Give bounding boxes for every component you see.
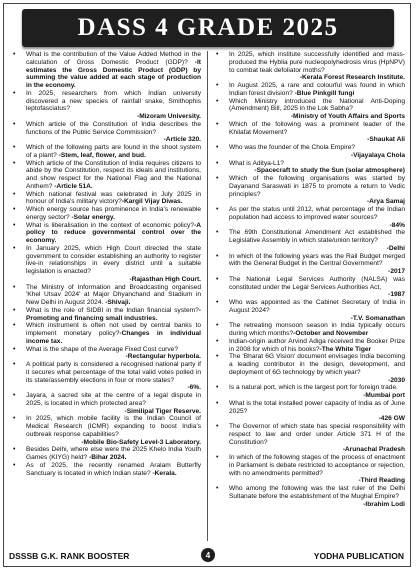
question-item	[214, 121, 405, 144]
answer-text: -Solar energy.	[71, 213, 115, 221]
answer-text: -Vijayalaya Chola	[350, 151, 405, 159]
question-text: Which article of the Constitution of India requires citizens to abide by the Constitution, respect its ideals and institutions, and show respect for the National Flag and the National Anthem?	[26, 159, 201, 190]
question-text: What is the shape of the Average Fixed Cost curve?	[26, 345, 178, 353]
answer-text: -2030	[388, 376, 405, 384]
question-item	[11, 446, 201, 462]
question-text: In 2025, researchers from which Indian university discovered a new species of rainfall snake, Smithophis leptofasciatus?	[26, 89, 201, 113]
answer-text: -A policy to reduce governmental control over the economy.	[26, 221, 201, 244]
answer-text: -Arunachal Pradesh	[342, 446, 405, 454]
answer-text: -6%.	[187, 384, 201, 392]
question-item	[214, 51, 405, 82]
page-title-banner	[22, 9, 394, 47]
footer-book-title: DSSSB G.K. RANK BOOSTER	[9, 551, 130, 561]
right-question-list	[214, 51, 405, 508]
question-text: In 2025, which mobile facility is the Indian Council of Medical Research (ICMR) expanding to boost India's outbreak response capabilities?	[26, 415, 201, 438]
answer-text: -Delhi	[386, 244, 405, 252]
question-item	[214, 338, 405, 354]
question-text: What is the contribution of the Value Added Method in the calculation of Gross Domestic Product (GDP)?	[26, 51, 201, 66]
question-text: What is the role of SIDBI in the Indian financial system?	[26, 306, 199, 314]
question-text: A political party is considered a recognised national party if it secures what percentage of the total valid votes polled in its state/assembly elections in four or more states?	[26, 361, 201, 384]
answer-text: -Kerala.	[152, 469, 177, 477]
question-text: Besides Delhi, where else were the 2025 Khelo India Youth Games (KIYG) held?	[26, 446, 201, 461]
question-item	[11, 245, 201, 284]
question-text: Indian-origin author Arvind Adiga received the Booker Prize in 2008 for which of his books?	[229, 337, 405, 353]
answer-text: -Similipal Tiger Reserve.	[124, 407, 201, 415]
question-item	[11, 307, 201, 323]
question-text: Who was appointed as the Cabinet Secretary of India in August 2024?	[229, 299, 405, 314]
question-item	[11, 222, 201, 245]
page-title: DASS 4 GRADE 2025	[77, 14, 339, 41]
answer-text: -Rajasthan High Court.	[129, 275, 201, 283]
answer-text: -Ministry of Youth Affairs and Sports	[290, 113, 405, 120]
question-item	[214, 160, 405, 176]
question-text: Who among the following was the last ruler of the Delhi Sultanate before the establishment of the Mughal Empire?	[229, 485, 405, 500]
question-item	[11, 462, 201, 478]
question-item	[214, 206, 405, 229]
question-item	[11, 206, 201, 222]
question-text: What is Aditya-L1?	[229, 159, 284, 167]
answer-text: -Changes in individual income tax.	[26, 330, 201, 345]
question-text: Which instrument is often not used by central banks to implement monetary policy?	[26, 322, 201, 337]
question-text: In 2025, which institute successfully identified and mass-produced the Hyblia pure nucleopolyhedrosis virus (HpNPV) to combat teak defoliator moths?	[229, 51, 405, 74]
answer-text: -Third Reading	[358, 477, 405, 485]
answer-text: -Rectangular hyperbola.	[125, 353, 201, 361]
question-text: Which of the following parts are found in the shoot system of a plant?	[26, 144, 201, 159]
question-text: In January 2025, which High Court directed the state government to consider establishing an authority to register live-in relationships in every district until a suitable legislation is enacted?	[26, 244, 201, 275]
answer-text: -Stem, leaf, flower, and bud.	[58, 151, 146, 159]
answer-text: -Mumbai port	[363, 392, 405, 399]
answer-text: -Promoting and financing small industries.	[26, 306, 201, 322]
question-text: What is liberalisation in the context of economic policy?	[26, 221, 195, 229]
answer-text: -Arya Samaj	[366, 198, 405, 206]
question-text: Jayara, a sacred site at the centre of a legal dispute in 2025, is located in which protected area?	[26, 392, 201, 407]
answer-text: -Spacecraft to study the Sun (solar atmosphere)	[254, 167, 405, 175]
question-item	[214, 423, 405, 454]
question-item	[11, 121, 201, 144]
answer-text: -Shivaji.	[105, 299, 131, 306]
question-text: Which article of the Constitution of India describes the functions of the Public Service Commission?	[26, 120, 201, 136]
question-item	[11, 361, 201, 392]
answer-text: -Ibrahim Lodi	[363, 500, 405, 508]
answer-text: -Kargil Vijay Diwas.	[121, 198, 183, 206]
question-text: Which national festival was celebrated in July 2025 in honour of India's military victory?	[26, 190, 201, 206]
answer-text: -Bihar 2024.	[89, 454, 127, 461]
question-item	[11, 415, 201, 446]
answer-text: -Article 320.	[163, 136, 201, 144]
question-item	[11, 90, 201, 121]
left-column	[7, 51, 208, 541]
answer-text: -1987	[388, 291, 405, 299]
question-text: The National Legal Services Authority (NALSA) was constituted under the Legal Services Authorities Act,	[229, 275, 405, 291]
answer-text: -Shaukat Ali	[367, 136, 405, 144]
question-text: Which energy source has prominence in India's renewable energy sector?	[26, 206, 201, 221]
question-text: Which of the following organisations was started by Dayanand Saraswati in 1875 to promote a return to Vedic principles?	[229, 175, 405, 198]
answer-text: -Mobile Bio-Safety Level-3 Laboratory.	[81, 438, 201, 446]
answer-text: -The White Tiger	[319, 345, 372, 353]
content-columns	[7, 51, 409, 541]
question-text: Which of the following was a prominent leader of the Khilafat Movement?	[229, 120, 405, 136]
answer-text: -84%	[389, 221, 405, 229]
question-item	[214, 98, 405, 121]
question-text: In August 2025, a rare and colourful was found in which Indian forest division?	[229, 82, 405, 97]
question-item	[11, 322, 201, 345]
question-text: Is a natural port, which is the largest port for foreign trade.	[229, 384, 398, 392]
answer-text: -2017	[388, 268, 405, 275]
question-text: The 69th Constitutional Amendment Act established the Legislative Assembly in which state/union territory?	[229, 229, 405, 244]
answer-text: -Article 51A.	[54, 182, 93, 190]
question-text: Who was the founder of the Chola Empire?	[229, 144, 356, 151]
question-item	[11, 284, 201, 307]
page-number: 4	[201, 548, 215, 562]
question-item	[214, 82, 405, 98]
question-text: The Governor of which state has special responsibility with respect to law and order under Article 371 H of the Constitution?	[229, 423, 405, 446]
question-item	[214, 144, 405, 160]
answer-text: -426 GW	[378, 415, 405, 423]
question-item	[11, 51, 201, 90]
answer-text: -Mizoram University.	[137, 113, 201, 120]
question-text: What is the total installed power capacity of India as of June 2025?	[229, 399, 405, 415]
question-item	[214, 322, 405, 338]
answer-text: -Kerala Forest Research Institute.	[299, 74, 405, 82]
question-text: The Ministry of Information and Broadcasting organised 'Khel Utsav 2024' at Major Dhyanchand and Stadium in New Delhi in August 2024.	[26, 283, 201, 306]
answer-text: -T.V. Somanathan	[350, 314, 405, 322]
question-item	[214, 175, 405, 206]
right-column	[208, 51, 409, 541]
question-item	[214, 276, 405, 299]
question-item	[214, 400, 405, 423]
question-item	[214, 485, 405, 508]
question-item	[11, 392, 201, 415]
question-text: As of 2025, the recently renamed Aralam Butterfly Sanctuary is located in which Indian state?	[26, 461, 201, 477]
question-item	[214, 454, 405, 485]
question-text: In which of the following years was the Rail Budget merged with the General Budget in the Central Government?	[229, 252, 405, 268]
question-text: The retreating monsoon season in India typically occurs during which months?	[229, 322, 405, 337]
question-text: In which of the following stages of the process of enactment in Parliament is debate restricted to acceptance or rejection, with no amendments permitted?	[229, 454, 405, 477]
answer-text: -October and November	[293, 330, 369, 337]
question-text: As per the status until 2012, what percentage of the Indian population had access to improved water sources?	[229, 206, 405, 221]
question-text: Which Ministry introduced the National Anti-Doping (Amendment) Bill, 2025 in the Lok Sabha?	[229, 97, 405, 113]
question-item	[11, 144, 201, 160]
page-footer	[3, 545, 411, 567]
question-item	[11, 160, 201, 191]
question-text: The 'Bharat 6G Vision' document envisages India becoming a leading contributor in the design, development, and deployment of 6G technology by which year?	[229, 353, 405, 376]
question-item	[11, 346, 201, 362]
question-item	[11, 191, 201, 207]
footer-publisher: YODHA PUBLICATION	[313, 551, 404, 561]
question-item	[214, 253, 405, 276]
question-item	[214, 353, 405, 384]
question-item	[214, 229, 405, 252]
question-item	[214, 384, 405, 400]
answer-text: -It estimates the Gross Domestic Product (GDP) by summing the value added at each stage of production in the economy.	[26, 58, 201, 89]
question-item	[214, 299, 405, 322]
answer-text: -Blue Pinkgill fungi	[294, 89, 355, 97]
left-question-list	[11, 51, 201, 477]
